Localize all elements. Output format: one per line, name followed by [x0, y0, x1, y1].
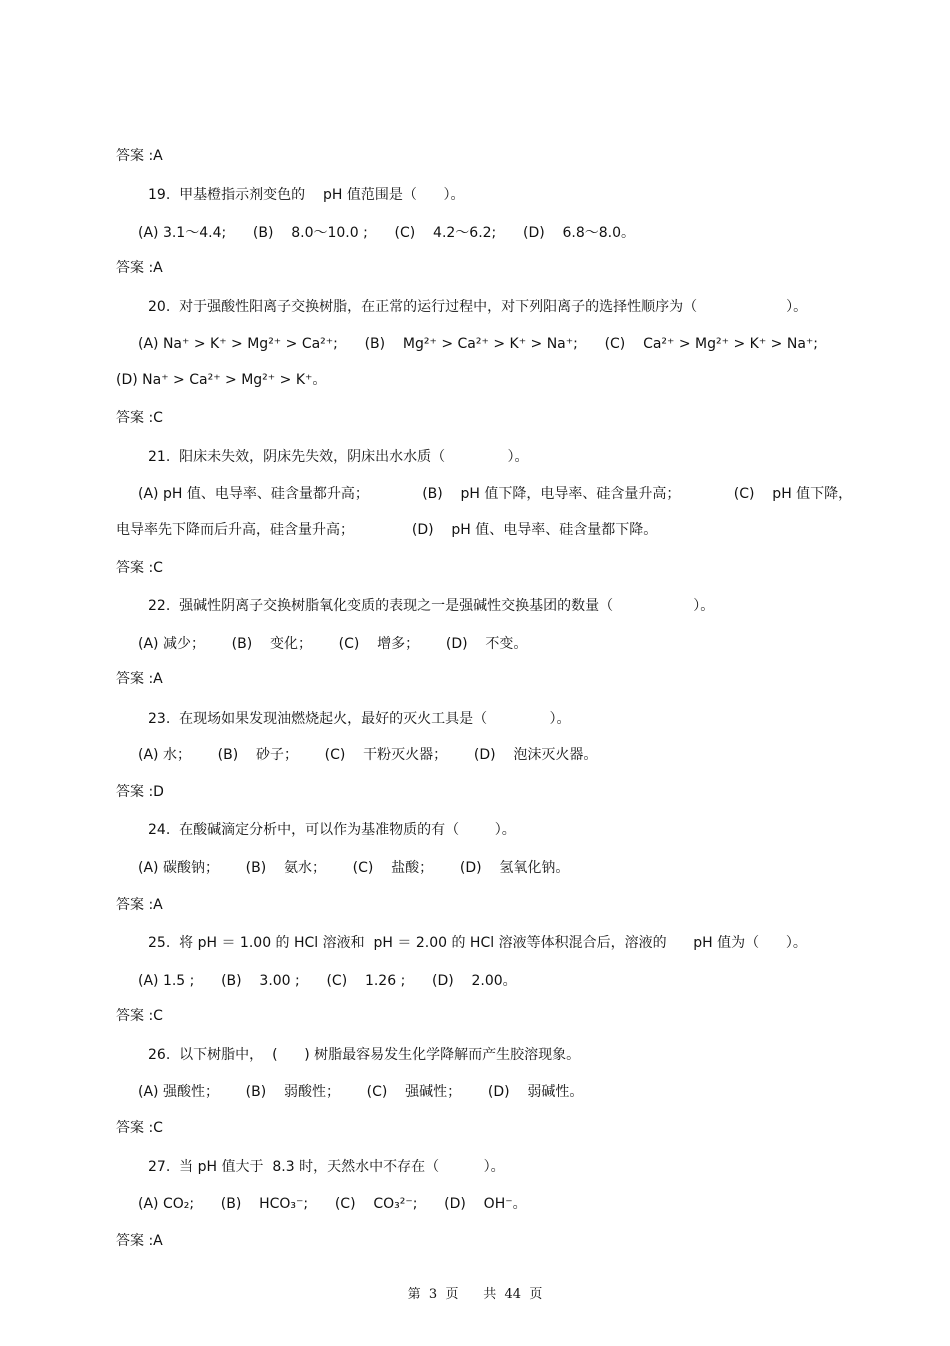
- answer-22: 答案 :A: [116, 671, 163, 687]
- question-21-options-line-2: 电导率先下降而后升高，硅含量升高； (D) pH 值、电导率、硅含量都下降。: [116, 522, 658, 538]
- question-21: 21. 阳床未失效，阴床先失效，阴床出水水质（ ）。: [148, 449, 529, 465]
- question-24-options: (A) 碳酸钠； (B) 氨水； (C) 盐酸； (D) 氢氧化钠。: [138, 860, 570, 876]
- question-25-options: (A) 1.5 ; (B) 3.00 ; (C) 1.26 ; (D) 2.00。: [138, 973, 517, 989]
- answer-27: 答案 :A: [116, 1233, 163, 1249]
- answer-25: 答案 :C: [116, 1008, 163, 1024]
- question-19-options: (A) 3.1～4.4; (B) 8.0～10.0 ; (C) 4.2～6.2; (D) 6.8～8.0。: [138, 225, 636, 241]
- answer-20: 答案 :C: [116, 410, 163, 426]
- question-26: 26. 以下树脂中， ( ) 树脂最容易发生化学降解而产生胶溶现象。: [148, 1047, 581, 1063]
- answer-19: 答案 :A: [116, 260, 163, 276]
- question-27-options: (A) CO₂; (B) HCO₃⁻; (C) CO₃²⁻; (D) OH⁻。: [138, 1196, 527, 1212]
- question-23-options: (A) 水； (B) 砂子； (C) 干粉灭火器； (D) 泡沫灭火器。: [138, 747, 598, 763]
- answer-21: 答案 :C: [116, 560, 163, 576]
- answer-24: 答案 :A: [116, 897, 163, 913]
- question-26-options: (A) 强酸性； (B) 弱酸性； (C) 强碱性； (D) 弱碱性。: [138, 1084, 584, 1100]
- question-24: 24. 在酸碱滴定分析中，可以作为基准物质的有（ ）。: [148, 822, 516, 838]
- question-21-options-line-1: (A) pH 值、电导率、硅含量都升高； (B) pH 值下降，电导率、硅含量升高； (C) pH 值下降，: [138, 486, 853, 502]
- answer-18: 答案 :A: [116, 148, 163, 164]
- question-22-options: (A) 减少； (B) 变化； (C) 增多； (D) 不变。: [138, 636, 528, 652]
- question-25: 25. 将 pH ＝ 1.00 的 HCl 溶液和 pH ＝ 2.00 的 HCl 溶液等体积混合后，溶液的 pH 值为（ ）。: [148, 935, 807, 951]
- question-27: 27. 当 pH 值大于 8.3 时，天然水中不存在（ ）。: [148, 1159, 505, 1175]
- question-23: 23. 在现场如果发现油燃烧起火，最好的灭火工具是（ ）。: [148, 711, 571, 727]
- page-footer: 第 3 页 共 44 页: [407, 1287, 543, 1302]
- question-22: 22. 强碱性阴离子交换树脂氧化变质的表现之一是强碱性交换基团的数量（ ）。: [148, 598, 715, 614]
- answer-26: 答案 :C: [116, 1120, 163, 1136]
- question-19: 19. 甲基橙指示剂变色的 pH 值范围是（ ）。: [148, 187, 465, 203]
- question-20-options-line-1: (A) Na⁺ > K⁺ > Mg²⁺ > Ca²⁺; (B) Mg²⁺ > Ca²⁺ > K⁺ > Na⁺; (C) Ca²⁺ > Mg²⁺ > K⁺ > Na⁺;: [138, 336, 819, 352]
- answer-23: 答案 :D: [116, 784, 164, 800]
- question-20: 20. 对于强酸性阳离子交换树脂，在正常的运行过程中，对下列阳离子的选择性顺序为（ ）。: [148, 299, 808, 315]
- question-20-options-line-2: (D) Na⁺ > Ca²⁺ > Mg²⁺ > K⁺。: [116, 372, 327, 388]
